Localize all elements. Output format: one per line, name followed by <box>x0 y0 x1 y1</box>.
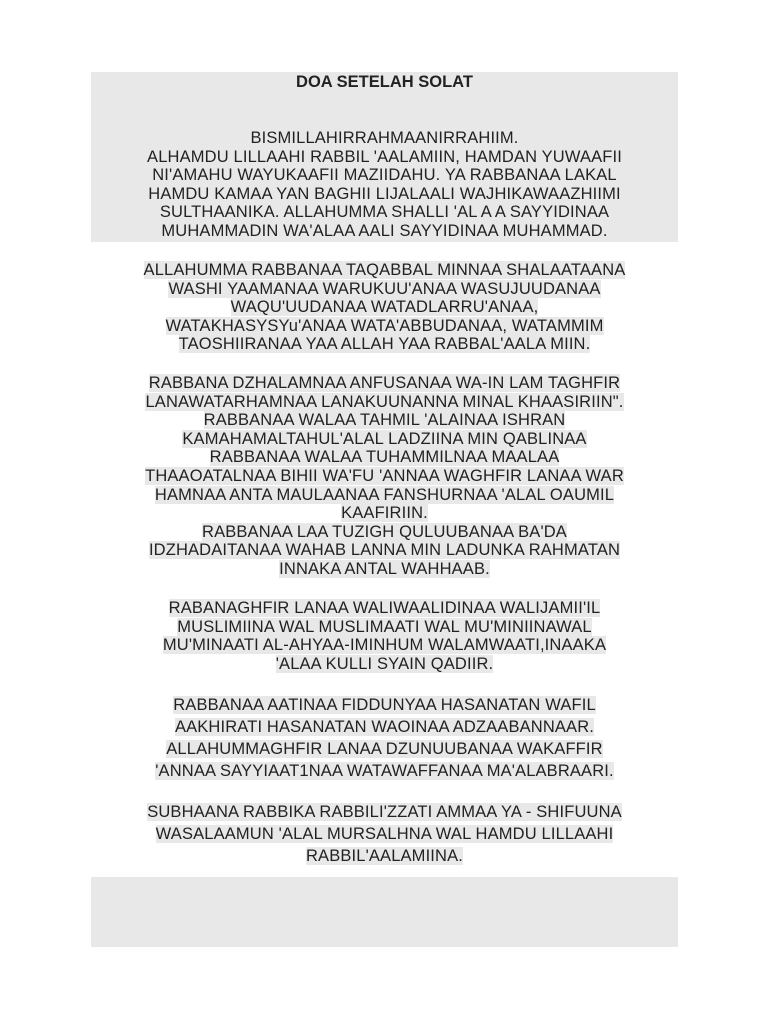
footer-highlight-block <box>91 877 678 947</box>
text-line: WASHI YAAMANAA WARUKUU'ANAA WASUJUUDANAA <box>168 279 601 298</box>
text-line: NI'AMAHU WAYUKAAFII MAZIIDAHU. YA RABBANAA LAKAL <box>152 166 617 185</box>
paragraph-forgiveness <box>91 374 678 579</box>
text-line: WATAKHASYSYu'ANAA WATA'ABBUDANAA, WATAMMIM <box>165 316 604 335</box>
text-line: MUSLIMIINA WAL MUSLIMAATI WAL MU'MINIINAWAL <box>177 617 592 636</box>
text-line: MUHAMMADIN WA'ALAA AALI SAYYIDINAA MUHAMMAD. <box>161 221 608 240</box>
paragraph-opening <box>91 129 678 241</box>
text-line: HAMNAA ANTA MAULAANAA FANSHURNAA 'ALAL OAUMIL <box>154 485 615 504</box>
text-line: WAQU'UUDANAA WATADLARRU'ANAA, <box>230 298 539 317</box>
text-line: SUBHAANA RABBIKA RABBILI'ZZATI AMMAA YA - SHIFUUNA <box>147 803 622 821</box>
text-line: 'ANNAA SAYYIAAT1NAA WATAWAFFANAA MA'ALABRAARI. <box>155 762 614 780</box>
text-line: MU'MINAATI AL-AHYAA-IMINHUM WALAMWAATI,INAAKA <box>162 636 607 655</box>
text-line: 'ALAA KULLI SYAIN QADIIR. <box>275 654 494 673</box>
document-title: DOA SETELAH SOLAT <box>296 73 473 91</box>
text-line: WASALAAMUN 'ALAL MURSALHNA WAL HAMDU LILLAAHI <box>155 825 614 843</box>
text-line: ALLAHUMMA RABBANAA TAQABBAL MINNAA SHALAATAANA <box>143 261 626 279</box>
text-line: BISMILLAHIRRAHMAANIRRAHIIM. <box>250 129 519 147</box>
text-line: RABBIL'AALAMIINA. <box>305 847 463 865</box>
text-line: TAOSHIIRANAA YAA ALLAH YAA RABBAL'AALA MIIN. <box>178 335 591 354</box>
paragraph-closing <box>91 801 678 867</box>
text-line: LANAWATARHAMNAA LANAKUUNANNA MINAL KHAASIRIIN". <box>145 392 624 411</box>
paragraph-hasanah <box>91 694 678 782</box>
paragraph-parents <box>91 599 678 673</box>
text-line: RABBANAA LAA TUZIGH QULUUBANAA BA'DA <box>202 522 567 541</box>
text-line: THAAOATALNAA BIHII WA'FU 'ANNAA WAGHFIR LANAA WAR <box>145 466 624 485</box>
text-line: RABANAGHFIR LANAA WALIWAALIDINAA WALIJAMII'IL <box>168 599 601 617</box>
text-line: KAAFIRIIN. <box>341 504 428 523</box>
text-line: RABBANAA WALAA TUHAMMILNAA MAALAA <box>209 448 560 467</box>
text-line: AAKHIRATI HASANATAN WAOINAA ADZAABANNAAR. <box>174 718 595 736</box>
text-line: RABBANAA AATINAA FIDDUNYAA HASANATAN WAFIL <box>173 696 596 714</box>
text-line: IDZHADAITANAA WAHAB LANNA MIN LADUNKA RAHMATAN <box>148 541 621 560</box>
text-line: ALLAHUMMAGHFIR LANAA DZUNUUBANAA WAKAFFIR <box>166 740 603 758</box>
text-line: HAMDU KAMAA YAN BAGHII LIJALAALI WAJHIKAWAAZHIIMI <box>148 184 621 203</box>
text-line: RABBANA DZHALAMNAA ANFUSANAA WA-IN LAM TAGHFIR <box>148 374 621 392</box>
paragraph-acceptance <box>91 261 678 354</box>
text-line: INNAKA ANTAL WAHHAAB. <box>279 559 490 578</box>
text-line: RABBANAA WALAA TAHMIL 'ALAINAA ISHRAN <box>203 411 566 430</box>
text-line: ALHAMDU LILLAAHI RABBIL 'AALAMIIN, HAMDAN YUWAAFII <box>147 147 622 166</box>
text-line: SULTHAANIKA. ALLAHUMMA SHALLI 'AL A A SAYYIDINAA <box>159 203 610 222</box>
text-line: KAMAHAMALTAHUL'ALAL LADZIINA MIN QABLINAA <box>182 429 587 448</box>
